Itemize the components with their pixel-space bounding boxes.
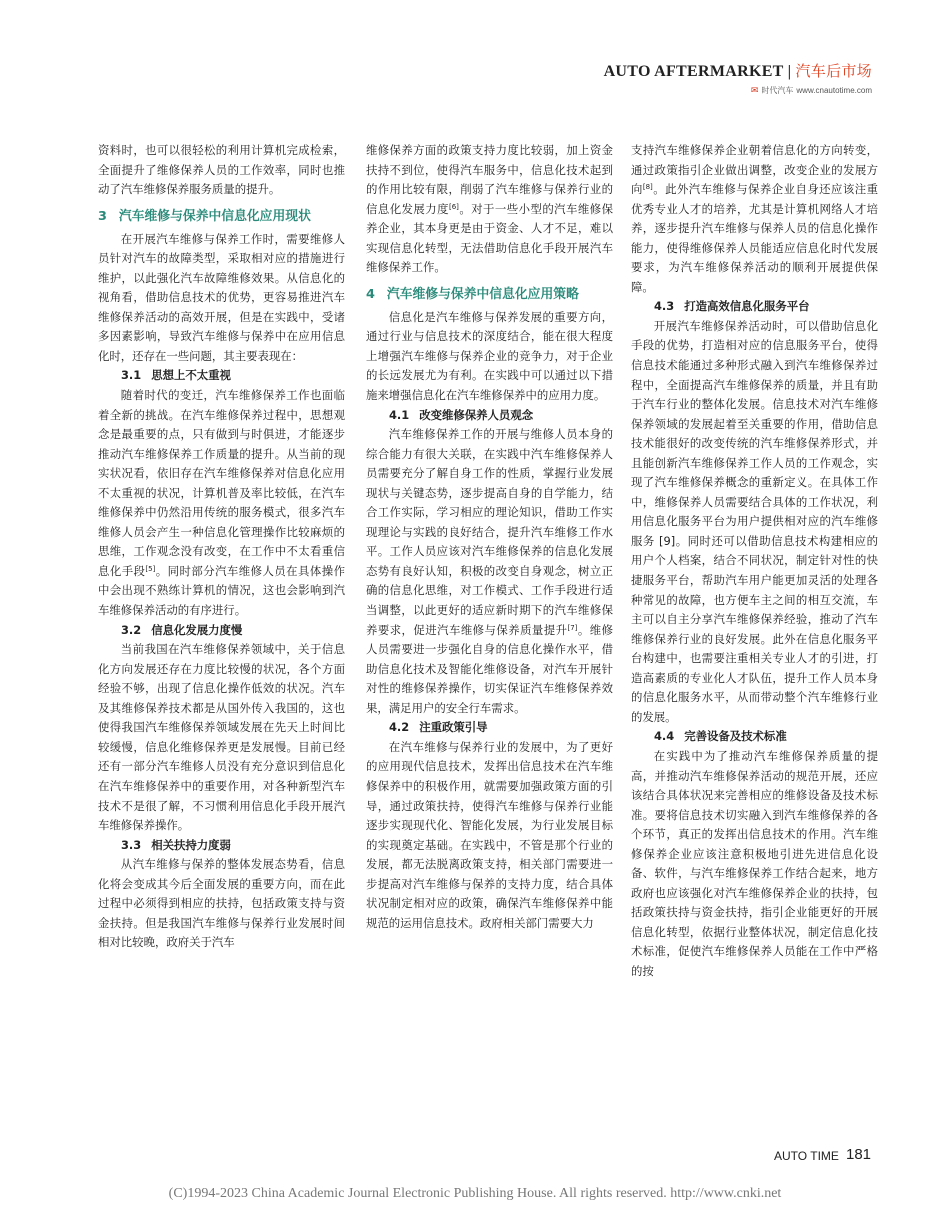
subsection-number: 3.1 [121,368,142,383]
citation-ref: [8] [642,183,653,192]
subsection-number: 4.4 [654,729,675,744]
subsection-number: 4.3 [654,299,675,314]
section-title: 汽车维修与保养中信息化应用现状 [118,208,311,224]
citation-ref: [7] [567,623,578,632]
paragraph: 在实践中为了推动汽车维修保养质量的提高，并推动汽车维修保养活动的规范开展，还应该结合具体状况来完善相应的维修设备及技术标准。要将信息技术切实融入到汽车维修保养的各个环节，真正的发挥出信息技术的作用。汽车维修保养企业应该注意积极地引进先进信息化设备、软件，与汽车维修保养工作结合起来，地方政府也应该强化对汽车维修保养企业的扶持，包括政策扶持与资金扶持，指引企业能更好的开展信息化转型，依据行业整体状况，制定信息化技术标准，促使汽车维修保养人员能在工作中严格的按 [631,748,878,978]
subsection-heading-4-4 [631,727,878,747]
subsection-title: 思想上不太重视 [151,368,231,383]
subsection-number: 3.2 [121,622,142,637]
page-number: 181 [846,1146,872,1163]
subsection-heading-4-3 [631,297,878,317]
paragraph: 从汽车维修与保养的整体发展态势看，信息化将会变成其今后全面发展的重要方向，而在此过程中必须得到相应的扶持，包括政策支持与资金扶持。但是我国汽车维修与保养行业发展时间相对比较晚，政府关于汽车 [98,857,345,950]
copyright-notice: (C)1994-2023 China Academic Journal Electronic Publishing House. All rights reserved. http://www.cnki.net [168,1186,782,1201]
section-number: 3 [98,208,107,224]
subsection-heading-4-1 [366,406,613,426]
paragraph: 资料时，也可以很轻松的利用计算机完成检索，全面提升了维修保养人员的工作效率，同时也推动了汽车维修保养服务质量的提升。 [98,143,345,197]
subsection-title: 信息化发展力度慢 [151,622,243,637]
mail-icon: ✉ [750,86,759,96]
citation-ref: [6] [448,202,459,211]
section-heading-3 [98,206,345,227]
subsection-title: 完善设备及技术标准 [684,729,787,744]
paragraph-text: 随着时代的变迁，汽车维修保养工作也面临着全新的挑战。在汽车维修保养过程中，思想观念是最重要的点，只有做到与时俱进，才能逐步推动汽车维修保养工作质量的提升。从当前的现实状况看，依旧存在汽车维修保养对信息化应用不太重视的状况，计算机普及率比较低，在汽车维修保养中仍然沿用传统的服务模式，很多汽车维修人员会产生一种信息化管理操作比较麻烦的思维，工作观念没有改变，在工作中不太看重信息化手段 [98,388,345,578]
header-separator: | [787,63,792,80]
footer-journal-name: AUTO TIME [774,1149,839,1163]
subsection-title: 改变维修保养人员观念 [419,407,534,422]
subsection-number: 4.1 [389,407,410,422]
journal-header-title [604,60,872,81]
journal-header-subtitle [751,85,872,96]
text-column-2 [366,141,613,933]
subsection-title: 注重政策引导 [419,720,488,735]
paragraph [366,141,613,278]
paragraph-text: 。同时部分汽车维修人员在具体操作中会出现不熟练计算机的情况，这也会影响到汽车维修保养活动的有序进行。 [98,563,345,618]
subsection-heading-3-1 [98,366,345,386]
subsection-heading-4-2 [366,718,613,738]
subsection-title: 打造高效信息化服务平台 [684,299,810,314]
section-heading-4 [366,284,613,305]
section-title: 汽车维修与保养中信息化应用策略 [386,286,579,302]
citation-ref: [5] [145,564,156,573]
paragraph-text: 汽车维修保养工作的开展与维修人员本身的综合能力有很大关联，在实践中汽车维修保养人员需要充分了解自身工作的性质，掌握行业发展现状与关键态势，逐步提高自身的自学能力，结合工作实际，学习相应的理论知识，借助工作实现理论与实践的良好结合，提升汽车维修工作水平。工作人员应该对汽车维修保养的信息化发展态势有良好认知，积极的改变自身观念，树立正确的信息化思维，对工作模式、工作手段进行适当调整，以此更好的适应新时期下的汽车维修保养要求，促进汽车维修与保养质量提升 [366,427,613,637]
header-title-en: AUTO AFTERMARKET [603,63,784,80]
text-column-1 [98,141,345,953]
paragraph-text: 。对于一些小型的汽车维修保养企业，其本身更是由于资金、人才不足，难以实现信息化转型，无法借助信息化手段开展汽车维修保养工作。 [366,201,613,275]
header-title-cn: 汽车后市场 [795,62,872,80]
section-number: 4 [366,286,375,302]
paragraph: 信息化是汽车维修与保养发展的重要方向，通过行业与信息技术的深度结合，能在很大程度上增强汽车维修与保养企业的竞争力，对于企业的长远发展尤为有利。在实践中可以通过以下措施来增强信息化在汽车维修保养中的应用力度。 [366,309,613,403]
paragraph: 当前我国在汽车维修保养领域中，关于信息化方向发展还存在力度比较慢的状况，各个方面经验不够，出现了信息化操作低效的状况。汽车及其维修保养技术都是从国外传入我国的，这也使得我国汽车维修保养领域发展在先天上时间比较缓慢，信息化维修保养更是发展慢。目前已经还有一部分汽车维修人员没有充分意识到信息化在汽车维修保养中的重要作用，对各种新型汽车技术不是很了解，不习惯利用信息化手段开展汽车维修保养操作。 [98,642,345,833]
subsection-heading-3-2 [98,621,345,641]
paragraph: 在汽车维修与保养行业的发展中，为了更好的应用现代信息技术，发挥出信息技术在汽车维修保养中的积极作用，就需要加强政策方面的引导，通过政策扶持，使得汽车维修与保养行业能逐步实现现代化、智能化发展，为行业发展目标的实现奠定基础。在实践中，不管是那个行业的发展，都无法脱离政策支持，相关部门需要进一步提高对汽车维修与保养的支持力度，结合具体状况制定相对应的政策，确保汽车维修保养中能规范的运用信息技术。政府相关部门需要大力 [366,739,613,930]
header-subtitle-text: 时代汽车 [761,86,794,95]
subsection-number: 4.2 [389,720,410,735]
paragraph [98,386,345,621]
paragraph-text: 支持汽车维修保养企业朝着信息化的方向转变，通过政策指引企业做出调整，改变企业的发展方向 [631,143,878,197]
paragraph: 在开展汽车维修与保养工作时，需要维修人员针对汽车的故障类型，采取相对应的措施进行维护，以此强化汽车故障维修效果。从信息化的视角看，借助信息技术的优势，更容易推进汽车维修保养活动的高效开展，但是在实践中，受诸多因素影响，导致汽车维修与保养中在应用信息化时，还存在一些问题，其主要表现在： [98,231,345,363]
paragraph [366,425,613,718]
subsection-heading-3-3 [98,836,345,856]
text-column-3 [631,141,878,982]
paragraph-text: 。维修人员需要进一步强化自身的信息化操作水平，借助信息化技术及智能化维修设备，对汽车开展针对性的维修保养操作，切实保证汽车维修保养效果，满足用户的安全行车需求。 [366,622,613,715]
paragraph-text: 维修保养方面的政策支持力度比较弱，加上资金扶持不到位，使得汽车服务中，信息化技术起到的作用比较有限，削弱了汽车维修与保养行业的信息化发展力度 [366,143,613,216]
paragraph [631,141,878,297]
subsection-number: 3.3 [121,837,142,852]
subsection-title: 相关扶持力度弱 [151,837,231,852]
paragraph: 开展汽车维修保养活动时，可以借助信息化手段的优势，打造相对应的信息服务平台，使得信息技术能通过多种形式融入到汽车维修保养过程中，全面提高汽车维修保养的质量，并且有助于汽车行业的整体化发展。信息技术对汽车维修保养领域的发展起着至关重要的作用，借助信息技术能很好的改变传统的汽车维修保养形式，并且能创新汽车维修保养工作人员的工作观念，实现了汽车维修保养概念的重新定义。在具体工作中，维修保养人员需要结合具体的工作状况，利用信息化服务平台为用户提供相对应的汽车维修服务 [9]。同时还可以借助信息技术构建相应的用户个人档案，结合不同状况，制定针对性的快捷服务平台，帮助汽车用户能更加灵活的处理各种常见的故障，也方便车主之间的相互交流，车主可以自主分享汽车维修保养经验，推动了汽车维修保养行业的良好发展。此外在信息化服务平台构建中，也需要注重相关专业人才的引进，打造高素质的专业化人才队伍，提升工作人员本身的信息化服务水平，从而带动整个汽车维修行业的发展。 [631,318,878,724]
header-url: www.cnautotime.com [796,86,872,95]
paragraph-text: 。此外汽车维修与保养企业自身还应该注重优秀专业人才的培养，尤其是计算机网络人才培养，逐步提升汽车维修与保养人员的信息化操作能力，使得维修保养人员能适应信息化时代发展要求，为汽车维修保养活动的顺利开展提供保障。 [631,182,878,294]
